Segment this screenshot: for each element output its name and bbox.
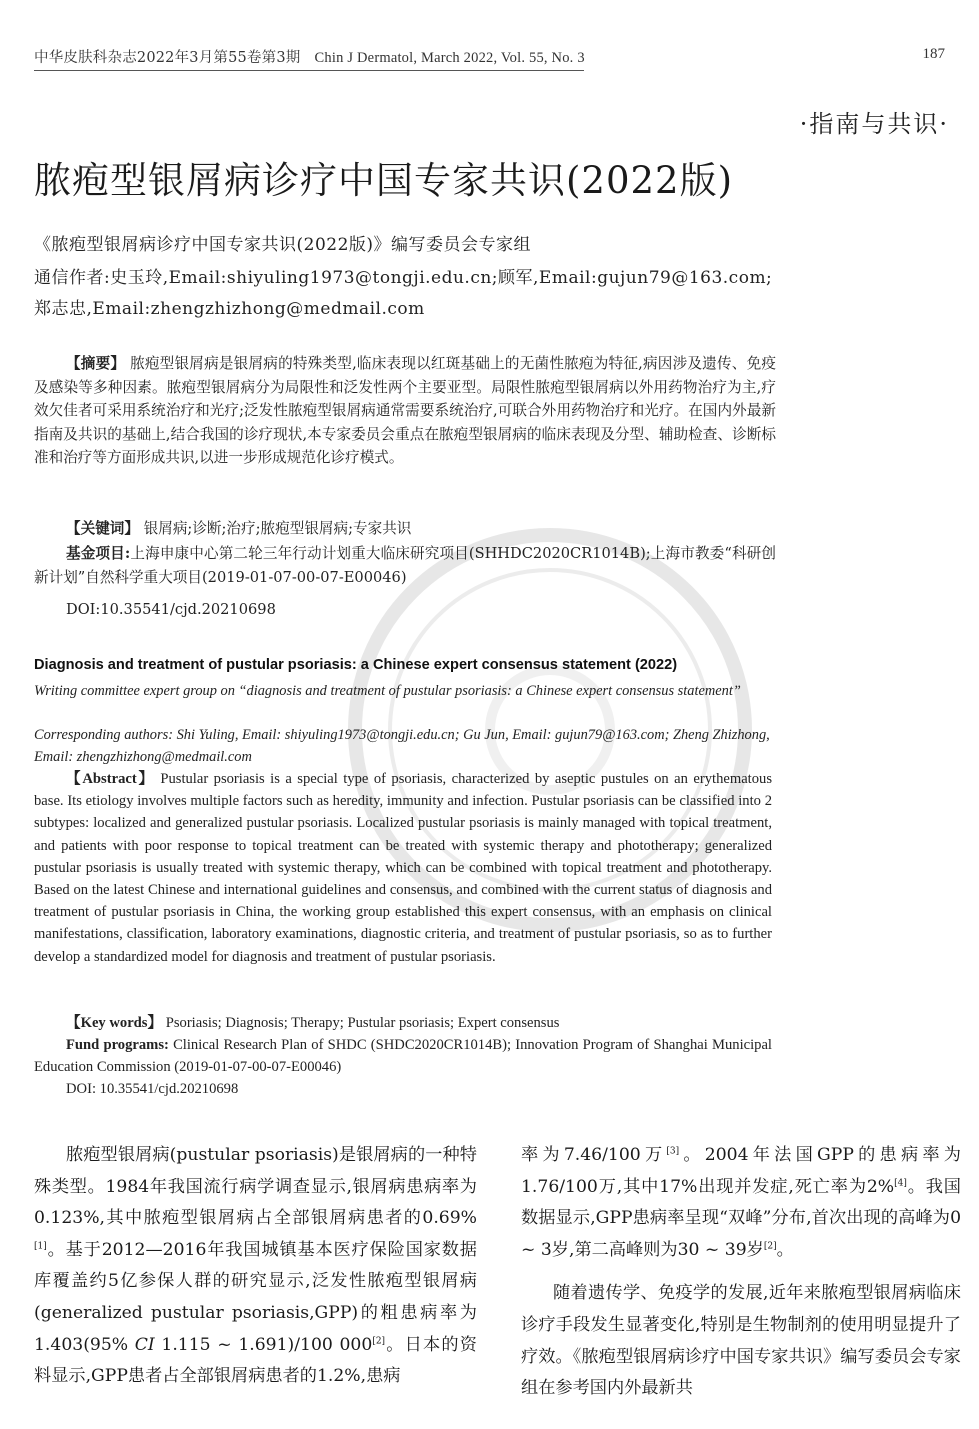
body-text: 。我国数据显示,GPP患病率呈现“双峰”分布,首次出现的高峰为0 ~ 3岁,第二高峰则为30 ~ 39岁 — [521, 1176, 961, 1260]
keywords-en — [34, 1012, 772, 1034]
citation-ref: [2] — [372, 1335, 386, 1346]
author-line-correspondence: 通信作者:史玉玲,Email:shiyuling1973@tongji.edu.cn;顾军,Email:gujun79@163.com; — [34, 268, 773, 288]
citation-ref: [1] — [34, 1241, 47, 1252]
keywords-en-label: 【Key words】 — [66, 1015, 163, 1031]
section-label: ·指南与共识· — [799, 110, 949, 138]
body-text: 。基于2012—2016年我国城镇基本医疗保险国家数据库覆盖约5亿参保人群的研究显示,泛发性脓疱型银屑病(generalized pustular psoriasis,GPP)的粗患病率为1.403(95% — [34, 1239, 477, 1355]
fund-cn-label: 基金项目: — [66, 545, 131, 562]
author-line-email: 郑志忠,Email:zhengzhizhong@medmail.com — [34, 299, 425, 319]
author-line-committee: 《脓疱型银屑病诊疗中国专家共识(2022版)》编写委员会专家组 — [34, 235, 532, 255]
body-column-right — [521, 1140, 961, 1405]
en-committee: Writing committee expert group on “diagnosis and treatment of pustular psoriasis: a Chinese expert consensus statement” — [34, 683, 741, 699]
running-head-en: Chin J Dermatol, March 2022, Vol. 55, No. 3 — [314, 50, 585, 66]
abstract-cn — [34, 352, 776, 470]
abstract-cn-label: 【摘要】 — [66, 355, 126, 372]
fund-cn-text: 上海申康中心第二轮三年行动计划重大临床研究项目(SHHDC2020CR1014B);上海市教委“科研创新计划”自然科学重大项目(2019-01-07-00-07-E00046) — [34, 545, 776, 586]
fund-en-label: Fund programs: — [66, 1037, 169, 1053]
body-text: 。日本的资料显示,GPP患者占全部银屑病患者的1.2%,患病 — [34, 1334, 477, 1387]
doi-en: DOI: 10.35541/cjd.20210698 — [66, 1081, 239, 1097]
keywords-cn — [34, 517, 776, 541]
citation-ref: [4] — [894, 1177, 907, 1188]
running-head — [34, 46, 585, 67]
body-text: 。2004年法国GPP的患病率为1.76/100万,其中17%出现并发症,死亡率为2% — [521, 1145, 961, 1197]
body-paragraph: 随着遗传学、免疫学的发展,近年来脓疱型银屑病临床诊疗手段发生显著变化,特别是生物制剂的使用明显提升了疗效。《脓疱型银屑病诊疗中国专家共识》编写委员会专家组在参考国内外最新共 — [521, 1283, 961, 1399]
en-corresponding: Corresponding authors: Shi Yuling, Email: shiyuling1973@tongji.edu.cn; Gu Jun, Email: gujun79@163.com; Zheng Zhizhong, Email: zhengzhizhong@medmail.com — [34, 727, 770, 765]
abstract-en-label: 【Abstract】 — [66, 771, 155, 787]
body-column-left — [34, 1140, 477, 1393]
body-text: 率为7.46/100万 — [521, 1145, 667, 1165]
ci-abbrev: CI — [134, 1334, 155, 1355]
body-text: 1.115 ~ 1.691)/100 000 — [154, 1334, 373, 1355]
body-paragraph — [521, 1140, 961, 1266]
abstract-en-text: Pustular psoriasis is a special type of psoriasis, characterized by aseptic pustules on an erythematous base. Its etiology involves multiple factors such as heredity, immunity and infection. Pustular psoriasis can be classified into 2 subtypes: localized and generalized pustular psoriasis. Localized pustular psoriasis is mainly managed with topical treatment, and patients with poor response to topical treatment can be treated with systemic therapy and phototherapy; generalized pustular psoriasis is usually treated with systemic therapy, which can be combined with topical treatment and phototherapy. Based on the latest Chinese and international guidelines and consensus, and combined with the current status of diagnosis and treatment of pustular psoriasis in China, the working group established this expert consensus, with an emphasis on clinical manifestations, classification, laboratory examinations, diagnostic criteria, and treatment of pustular psoriasis, so as to further develop a standardized model for diagnosis and treatment of pustular psoriasis. — [34, 771, 772, 965]
fund-cn — [34, 542, 776, 589]
running-head-cn: 中华皮肤科杂志2022年3月第55卷第3期 — [34, 50, 301, 66]
doi-cn: DOI:10.35541/cjd.20210698 — [66, 601, 276, 618]
fund-en — [34, 1034, 772, 1078]
header-rule — [34, 70, 584, 71]
citation-ref: [2] — [763, 1241, 777, 1252]
abstract-en — [34, 768, 772, 968]
body-text: 脓疱型银屑病(pustular psoriasis)是银屑病的一种特殊类型。1984年我国流行病学调查显示,银屑病患病率为0.123%,其中脓疱型银屑病占全部银屑病患者的0.69% — [34, 1145, 477, 1229]
page-number: 187 — [922, 46, 945, 62]
body-paragraph — [34, 1140, 477, 1393]
citation-ref: [3] — [666, 1146, 680, 1157]
article-title: 脓疱型银屑病诊疗中国专家共识(2022版) — [34, 159, 734, 202]
abstract-cn-text: 脓疱型银屑病是银屑病的特殊类型,临床表现以红斑基础上的无菌性脓疱为特征,病因涉及遗传、免疫及感染等多种因素。脓疱型银屑病分为局限性和泛发性两个主要亚型。局限性脓疱型银屑病以外用药物治疗为主,疗效欠佳者可采用系统治疗和光疗;泛发性脓疱型银屑病通常需要系统治疗,可联合外用药物治疗和光疗。在国内外最新指南及共识的基础上,结合我国的诊疗现状,本专家委员会重点在脓疱型银屑病的临床表现及分型、辅助检查、诊断标准和治疗等方面形成共识,以进一步形成规范化诊疗模式。 — [34, 355, 776, 467]
fund-en-text: Clinical Research Plan of SHDC (SHDC2020CR1014B); Innovation Program of Shanghai Municipal Education Commission (2019-01-07-00-07-E00046) — [34, 1037, 772, 1076]
keywords-cn-text: 银屑病;诊断;治疗;脓疱型银屑病;专家共识 — [143, 520, 412, 537]
en-title: Diagnosis and treatment of pustular psoriasis: a Chinese expert consensus statement (2022) — [34, 657, 678, 673]
keywords-cn-label: 【关键词】 — [66, 520, 139, 537]
keywords-en-text: Psoriasis; Diagnosis; Therapy; Pustular psoriasis; Expert consensus — [165, 1015, 560, 1031]
body-text: 。 — [776, 1239, 794, 1260]
